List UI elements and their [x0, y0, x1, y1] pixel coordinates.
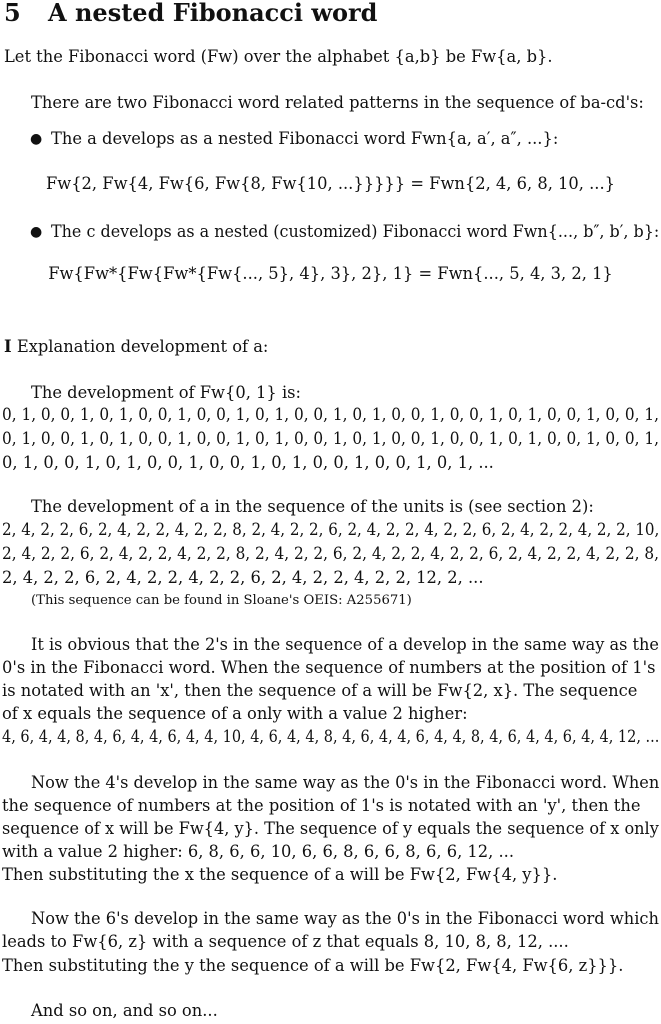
para3-line: leads to Fw{6, z} with a sequence of z that equals 8, 10, 8, 8, 12, ....	[2, 932, 569, 951]
a-dev-line: 2, 4, 2, 2, 6, 2, 4, 2, 2, 4, 2, 2, 8, 2, 4, 2, 2, 6, 2, 4, 2, 2, 4, 2, 2, 6, 2, 4, 2, 2, 4, 2, 2, 10,	[2, 520, 660, 539]
para2-line: sequence of x will be Fw{4, y}. The sequence of y equals the sequence of x only	[2, 819, 659, 838]
bullet-dot: ●	[30, 224, 43, 240]
a-dev-intro: The development of a in the sequence of the units is (see section 2):	[31, 497, 594, 516]
explanation-heading	[4, 336, 268, 358]
para2-line: Then substituting the x the sequence of a will be Fw{2, Fw{4, y}}.	[2, 865, 558, 884]
para2-line: with a value 2 higher: 6, 8, 6, 6, 10, 6, 6, 8, 6, 6, 8, 6, 6, 12, ...	[2, 842, 515, 861]
para2-line: Now the 4's develop in the same way as the 0's in the Fibonacci word. When	[31, 773, 660, 792]
patterns-intro: There are two Fibonacci word related patterns in the sequence of ba-cd's:	[31, 93, 644, 112]
fib-dev-intro: The development of Fw{0, 1} is:	[31, 383, 302, 402]
para1-line: is notated with an 'x', then the sequence of a will be Fw{2, x}. The sequence	[2, 681, 638, 700]
fib-dev-line: 0, 1, 0, 0, 1, 0, 1, 0, 0, 1, 0, 0, 1, 0, 1, 0, 0, 1, 0, 1, 0, 0, 1, 0, 0, 1, 0, 1, 0, 0, 1, 0, 0, 1,	[2, 429, 659, 448]
section-heading	[4, 0, 377, 27]
a-dev-line: 2, 4, 2, 2, 6, 2, 4, 2, 2, 4, 2, 2, 8, 2, 4, 2, 2, 6, 2, 4, 2, 2, 4, 2, 2, 6, 2, 4, 2, 2, 4, 2, 2, 8,	[2, 544, 659, 563]
bullet-a-formula: Fw{2, Fw{4, Fw{6, Fw{8, Fw{10, ...}}}}} = Fwn{2, 4, 6, 8, 10, ...}	[45, 174, 616, 193]
para1-line: 0's in the Fibonacci word. When the sequence of numbers at the position of 1's	[2, 658, 656, 677]
bullet-c-formula: Fw{Fw*{Fw{Fw*{Fw{..., 5}, 4}, 3}, 2}, 1} = Fwn{..., 5, 4, 3, 2, 1}	[48, 264, 613, 283]
para1-line: It is obvious that the 2's in the sequence of a develop in the same way as the	[31, 635, 659, 654]
fib-dev-line: 0, 1, 0, 0, 1, 0, 1, 0, 0, 1, 0, 0, 1, 0, 1, 0, 0, 1, 0, 1, 0, 0, 1, 0, 0, 1, 0, 1, 0, 0, 1, 0, 0, 1,	[2, 405, 659, 424]
oeis-note: (This sequence can be found in Sloane's OEIS: A255671)	[31, 593, 412, 608]
bullet-dot: ●	[30, 131, 43, 147]
section-number: 5	[4, 0, 21, 27]
bullet-a-text: The a develops as a nested Fibonacci word Fwn{a, a′, a″, ...}:	[51, 129, 559, 148]
section-title: A nested Fibonacci word	[48, 0, 378, 27]
fib-dev-line: 0, 1, 0, 0, 1, 0, 1, 0, 0, 1, 0, 0, 1, 0, 1, 0, 0, 1, 0, 0, 1, 0, 1, ...	[2, 453, 494, 472]
closing-text: And so on, and so on...	[31, 1001, 218, 1020]
para3-line: Then substituting the y the sequence of a will be Fw{2, Fw{4, Fw{6, z}}}.	[2, 956, 624, 975]
intro-text: Let the Fibonacci word (Fw) over the alphabet {a,b} be Fw{a, b}.	[4, 47, 553, 66]
a-dev-line: 2, 4, 2, 2, 6, 2, 4, 2, 2, 4, 2, 2, 6, 2, 4, 2, 2, 4, 2, 2, 12, 2, ...	[2, 568, 484, 587]
para1-line: of x equals the sequence of a only with a value 2 higher:	[2, 704, 468, 723]
explanation-title: Explanation development of a:	[16, 337, 269, 356]
para2-line: the sequence of numbers at the position of 1's is notated with an 'y', then the	[2, 796, 641, 815]
x-sequence-line: 4, 6, 4, 4, 8, 4, 6, 4, 4, 6, 4, 4, 10, 4, 6, 4, 4, 8, 4, 6, 4, 4, 6, 4, 4, 8, 4, 6, 4, 4, 6, 4, 4, 12, ...	[2, 727, 660, 746]
para3-line: Now the 6's develop in the same way as the 0's in the Fibonacci word which	[31, 909, 659, 928]
bullet-c-text: The c develops as a nested (customized) Fibonacci word Fwn{..., b″, b′, b}:	[51, 222, 660, 241]
explanation-label: I	[4, 337, 12, 356]
